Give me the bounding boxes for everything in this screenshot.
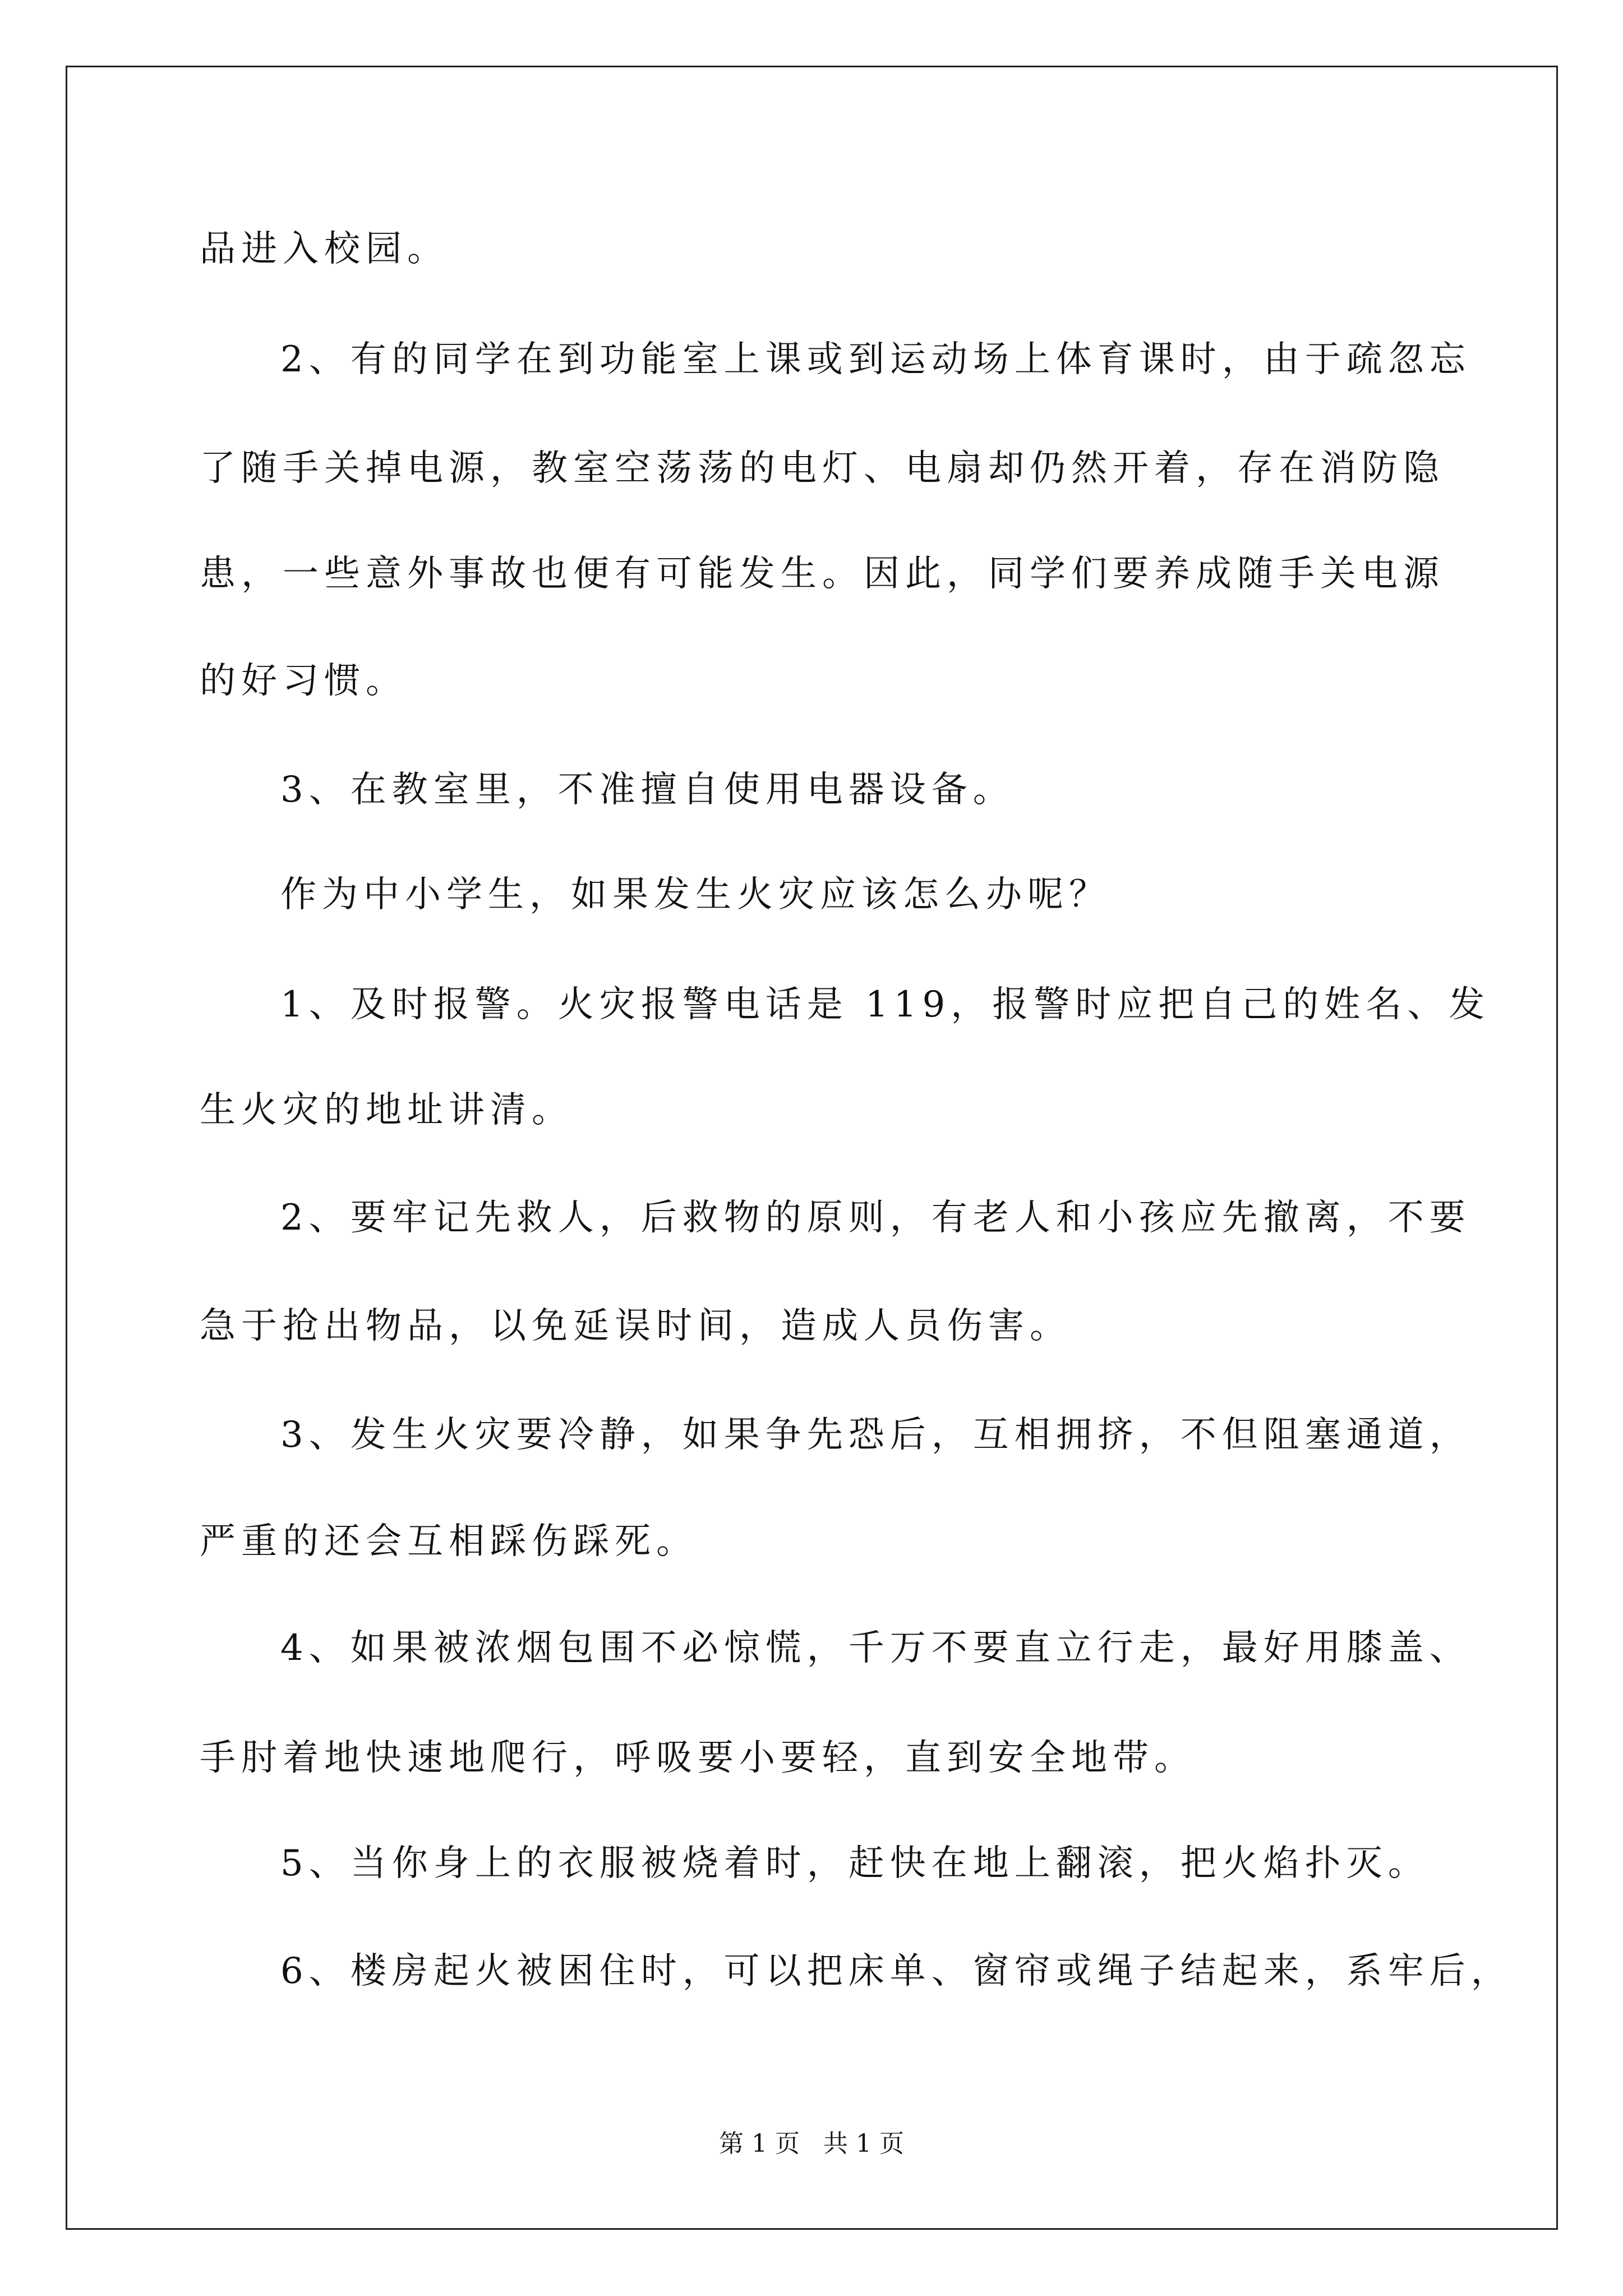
text-line: 了随手关掉电源，教室空荡荡的电灯、电扇却仍然开着，存在消防隐 <box>200 448 1445 489</box>
text-line: 1、及时报警。火灾报警电话是 119，报警时应把自己的姓名、发 <box>280 984 1491 1025</box>
text-line: 4、如果被浓烟包围不必惊慌，千万不要直立行走，最好用膝盖、 <box>280 1627 1471 1669</box>
page-number-footer: 第 1 页 共 1 页 <box>719 2129 904 2158</box>
text-line: 患，一些意外事故也便有可能发生。因此，同学们要养成随手关电源 <box>200 553 1445 595</box>
text-line: 3、在教室里，不准擅自使用电器设备。 <box>280 769 1015 811</box>
text-line: 6、楼房起火被困住时，可以把床单、窗帘或绳子结起来，系牢后， <box>280 1950 1513 1992</box>
text-line: 2、要牢记先救人，后救物的原则，有老人和小孩应先撤离，不要 <box>280 1197 1471 1239</box>
text-line: 生火灾的地址讲清。 <box>200 1089 573 1131</box>
text-line: 5、当你身上的衣服被烧着时，赶快在地上翻滚，把火焰扑灭。 <box>280 1843 1430 1884</box>
text-line: 严重的还会互相踩伤踩死。 <box>200 1521 698 1562</box>
text-line: 作为中小学生，如果发生火灾应该怎么办呢？ <box>280 874 1110 915</box>
text-line: 2、有的同学在到功能室上课或到运动场上体育课时，由于疏忽忘 <box>280 339 1471 380</box>
text-line: 手肘着地快速地爬行，呼吸要小要轻，直到安全地带。 <box>200 1737 1196 1779</box>
text-line: 的好习惯。 <box>200 660 407 702</box>
text-line: 3、发生火灾要冷静，如果争先恐后，互相拥挤，不但阻塞通道， <box>280 1414 1471 1456</box>
text-line: 急于抢出物品，以免延误时间，造成人员伤害。 <box>200 1305 1071 1347</box>
text-line: 品进入校园。 <box>200 228 449 270</box>
page-border <box>66 66 1558 2230</box>
